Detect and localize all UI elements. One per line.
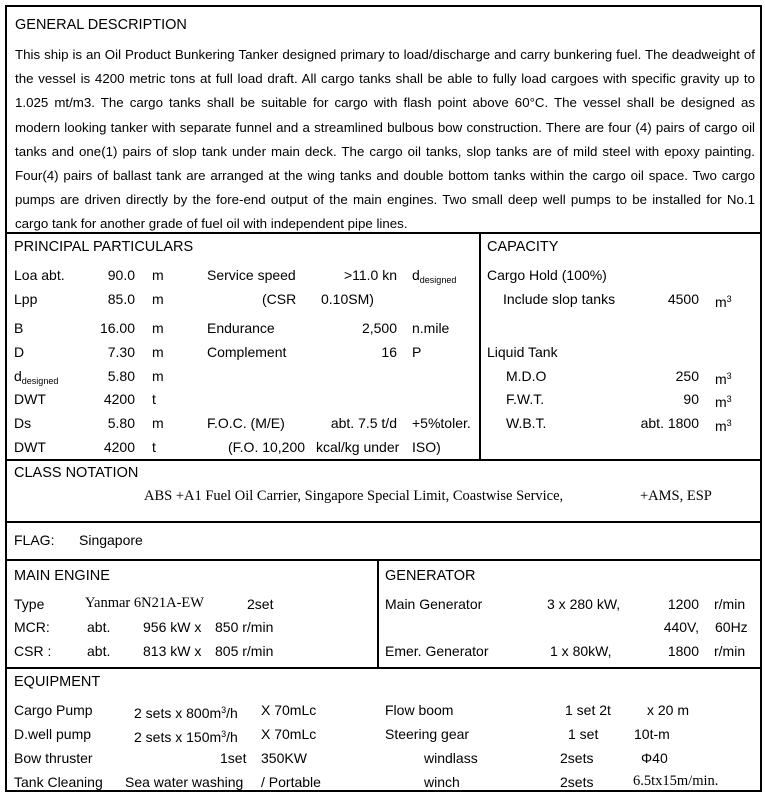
class-notation-extra: +AMS, ESP <box>640 488 712 504</box>
speed-draft-sub: designed <box>419 275 457 285</box>
emergency-generator-rpm-unit: r/min <box>714 643 746 659</box>
dwell-pump-spec <box>134 726 238 746</box>
unit-sup: 3 <box>726 371 732 381</box>
csr-engine-label: CSR : <box>14 643 52 659</box>
csr-value: 0.10SM) <box>321 291 374 307</box>
unit-text: m <box>715 294 727 310</box>
mdo-label: M.D.O <box>506 368 547 384</box>
d-designed-sub: designed <box>21 376 59 386</box>
cargo-hold-label: Cargo Hold (100%) <box>487 267 607 283</box>
capacity-heading: CAPACITY <box>487 239 559 255</box>
main-generator-frequency: 60Hz <box>715 619 748 635</box>
unit-sup: 3 <box>726 394 732 404</box>
divider <box>7 459 760 461</box>
complement-value: 16 <box>381 344 397 360</box>
general-description-text: This ship is an Oil Product Bunkering Tanker designed primary to load/discharge and carry bunkering fuel. The deadweight of the vessel is 4200 metric tons at full load draft. All cargo tanks shall be able to fully load cargoes with specific gravity up to 1.025 mt/m3. The cargo tanks shall be suitable for cargo with flash point above 60°C. The vessel shall be designed as modern looking tanker with separate funnel and a streamlined bulbous bow construction. There are four (4) pairs of cargo oil tanks and one(1) pairs of slop tank under main deck. The cargo oil tanks, slop tanks are of mild steel with epoxy painting. Four(4) pairs of ballast tank are arranged at the wing tanks and double bottom tanks within the cargo oil space. Two cargo pumps are driven directly by the fore-end output of the main engines. Two small deep well pumps to be installed for No.1 cargo tank for another grade of fuel oil with independent pipe lines. <box>15 47 755 232</box>
windlass-value: Φ40 <box>641 750 668 766</box>
mcr-abt: abt. <box>87 619 111 635</box>
dwell-pump-head: X 70mLc <box>261 726 317 742</box>
flow-boom-length: x 20 m <box>647 702 690 718</box>
flag-label: FLAG: <box>14 532 55 548</box>
d-designed-label <box>14 368 58 390</box>
service-speed-label: Service speed <box>207 267 296 283</box>
bow-thruster-qty: 1set <box>220 750 247 766</box>
endurance-label: Endurance <box>207 320 275 336</box>
main-engine-heading: MAIN ENGINE <box>14 568 110 584</box>
dwt-label: DWT <box>14 391 46 407</box>
dwt-2-value: 4200 <box>103 439 135 455</box>
lpp-label: Lpp <box>14 291 38 307</box>
divider <box>377 559 379 667</box>
ds-unit: m <box>152 415 164 431</box>
general-description-heading: GENERAL DESCRIPTION <box>15 17 187 33</box>
cargo-pump-label: Cargo Pump <box>14 702 93 718</box>
divider <box>7 667 760 669</box>
spec-text: 2 sets x 800m <box>134 705 222 721</box>
unit-text: m <box>715 418 727 434</box>
fo-standard: ISO) <box>412 439 441 455</box>
loa-value: 90.0 <box>107 267 135 283</box>
dwt-2-unit: t <box>152 439 156 455</box>
ds-value: 5.80 <box>107 415 135 431</box>
main-generator-rpm: 1200 <box>667 596 699 612</box>
complement-label: Complement <box>207 344 287 360</box>
bow-thruster-power: 350KW <box>261 750 307 766</box>
dwt-unit: t <box>152 391 156 407</box>
slop-tanks-label: Include slop tanks <box>503 291 616 307</box>
mdo-value: 250 <box>675 368 699 384</box>
mcr-rpm: 850 r/min <box>215 619 274 635</box>
mdo-unit <box>715 368 732 388</box>
dwt-value: 4200 <box>103 391 135 407</box>
dwt-2-label: DWT <box>14 439 46 455</box>
spec-tail: /h <box>226 705 238 721</box>
divider <box>479 232 481 461</box>
unit-sup: 3 <box>726 418 732 428</box>
class-notation-text: ABS +A1 Fuel Oil Carrier, Singapore Special Limit, Coastwise Service, <box>144 488 564 504</box>
bow-thruster-label: Bow thruster <box>14 750 93 766</box>
dwell-pump-label: D.well pump <box>14 726 92 742</box>
cargo-pump-spec <box>134 702 238 722</box>
spec-sup: 3 <box>221 729 227 739</box>
unit-sup: 3 <box>726 294 732 304</box>
emergency-generator-rpm: 1800 <box>667 643 699 659</box>
flow-boom-label: Flow boom <box>385 702 454 718</box>
foc-tolerance: +5%toler. <box>412 415 471 431</box>
divider <box>7 559 760 561</box>
wbt-value: abt. 1800 <box>640 415 699 431</box>
slop-tanks-value: 4500 <box>667 291 699 307</box>
fo-value: kcal/kg under <box>316 439 400 455</box>
lpp-unit: m <box>152 291 164 307</box>
steering-gear-label: Steering gear <box>385 726 470 742</box>
unit-text: m <box>715 394 727 410</box>
d-unit: m <box>152 344 164 360</box>
fwt-value: 90 <box>683 391 699 407</box>
tank-cleaning-extra: / Portable <box>261 774 321 790</box>
unit-text: m <box>715 371 727 387</box>
winch-label: winch <box>424 774 460 790</box>
d-label: D <box>14 344 25 360</box>
mcr-power: 956 kW x <box>143 619 202 635</box>
spec-sup: 3 <box>221 705 227 715</box>
principal-particulars-heading: PRINCIPAL PARTICULARS <box>14 239 194 255</box>
complement-unit: P <box>412 344 422 360</box>
b-label: B <box>14 320 24 336</box>
spec-text: 2 sets x 150m <box>134 729 222 745</box>
divider <box>7 232 760 234</box>
emergency-generator-spec: 1 x 80kW, <box>550 643 612 659</box>
steering-gear-value: 10t-m <box>634 726 670 742</box>
liquid-tank-label: Liquid Tank <box>487 344 558 360</box>
loa-label: Loa abt. <box>14 267 65 283</box>
windlass-qty: 2sets <box>560 750 594 766</box>
windlass-label: windlass <box>424 750 478 766</box>
ds-label: Ds <box>14 415 32 431</box>
cargo-pump-head: X 70mLc <box>261 702 317 718</box>
mcr-label: MCR: <box>14 619 50 635</box>
service-speed-value: >11.0 kn <box>343 267 397 283</box>
b-value: 16.00 <box>99 320 135 336</box>
equipment-heading: EQUIPMENT <box>14 674 101 690</box>
lpp-value: 85.0 <box>107 291 135 307</box>
foc-value: abt. 7.5 t/d <box>330 415 397 431</box>
endurance-unit: n.mile <box>412 320 450 336</box>
slop-tanks-unit <box>715 291 732 311</box>
d-designed-main: d <box>14 368 22 384</box>
steering-gear-qty: 1 set <box>568 726 599 742</box>
main-generator-voltage: 440V, <box>663 619 699 635</box>
generator-heading: GENERATOR <box>385 568 476 584</box>
main-generator-label: Main Generator <box>385 596 483 612</box>
fwt-unit <box>715 391 732 411</box>
wbt-label: W.B.T. <box>506 415 547 431</box>
foc-label: F.O.C. (M/E) <box>207 415 285 431</box>
fwt-label: F.W.T. <box>506 391 545 407</box>
main-generator-rpm-unit: r/min <box>714 596 746 612</box>
tank-cleaning-value: Sea water washing <box>125 774 244 790</box>
class-notation-heading: CLASS NOTATION <box>14 465 139 481</box>
main-generator-spec: 3 x 280 kW, <box>547 596 621 612</box>
winch-value: 6.5tx15m/min. <box>633 773 719 789</box>
csr-engine-abt: abt. <box>87 643 111 659</box>
engine-type-value: Yanmar 6N21A-EW <box>85 595 204 611</box>
b-unit: m <box>152 320 164 336</box>
flow-boom-qty: 1 set 2t <box>565 702 611 718</box>
csr-label: (CSR <box>262 291 297 307</box>
d-designed-unit: m <box>152 368 164 384</box>
engine-type-qty: 2set <box>247 596 274 612</box>
tank-cleaning-label: Tank Cleaning <box>14 774 103 790</box>
speed-draft-main: d <box>412 267 420 283</box>
divider <box>7 521 760 523</box>
service-speed-draft <box>412 267 456 289</box>
d-value: 7.30 <box>107 344 135 360</box>
fo-label: (F.O. 10,200 <box>228 439 306 455</box>
flag-value: Singapore <box>79 532 143 548</box>
wbt-unit <box>715 415 732 435</box>
engine-type-label: Type <box>14 596 45 612</box>
d-designed-value: 5.80 <box>107 368 135 384</box>
csr-engine-power: 813 kW x <box>143 643 202 659</box>
loa-unit: m <box>152 267 164 283</box>
csr-engine-rpm: 805 r/min <box>215 643 274 659</box>
winch-qty: 2sets <box>560 774 594 790</box>
endurance-value: 2,500 <box>361 320 397 336</box>
emergency-generator-label: Emer. Generator <box>385 643 489 659</box>
spec-tail: /h <box>226 729 238 745</box>
spec-sheet <box>5 5 762 792</box>
